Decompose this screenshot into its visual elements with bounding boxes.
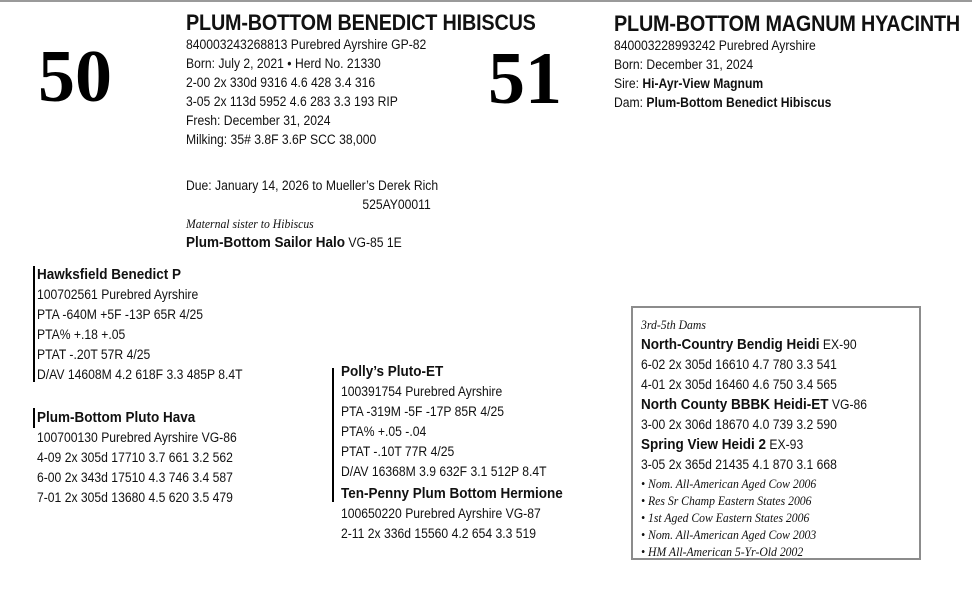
pedigree-dam-line: 7-01 2x 305d 13680 4.5 620 3.5 479 (37, 490, 233, 505)
lot-51-number: 51 (488, 38, 562, 120)
lot-50-born: Born: July 2, 2021 • Herd No. 21330 (186, 56, 381, 71)
dam5-record: 3-05 2x 365d 21435 4.1 870 3.1 668 (641, 457, 837, 472)
pedigree-sire-line: 100702561 Purebred Ayrshire (37, 287, 199, 302)
honor-item: • Nom. All-American Aged Cow 2003 (641, 527, 817, 542)
dam5-name: Spring View Heidi 2 (641, 436, 767, 453)
lot-50-due: Due: January 14, 2026 to Mueller’s Derek Rich (186, 178, 439, 193)
pedigree-sire (37, 265, 243, 385)
honor-item: • HM All-American 5-Yr-Old 2002 (641, 544, 804, 559)
pedigree-mgd (341, 484, 563, 544)
pedigree-mgs-line: D/AV 16368M 3.9 632F 3.1 512P 8.4T (341, 464, 547, 479)
pedigree-sire-line: PTA% +.18 +.05 (37, 327, 126, 342)
pedigree-dam (37, 408, 237, 508)
pedigree-dam-bar (33, 408, 35, 428)
maternal-note: Maternal sister to Hibiscus (186, 216, 314, 231)
dam3-name: North-Country Bendig Heidi (641, 336, 820, 353)
lot-50-milking: Milking: 35# 3.8F 3.6P SCC 38,000 (186, 132, 377, 147)
lot-50-reg: 840003243268813 Purebred Ayrshire GP-82 (186, 37, 427, 52)
pedigree-mgs-name: Polly’s Pluto-ET (341, 363, 444, 380)
lot-50-fresh: Fresh: December 31, 2024 (186, 113, 331, 128)
lot-50-block (186, 11, 536, 149)
lot-50-number: 50 (38, 36, 112, 118)
lot-50-record-1: 2-00 2x 330d 9316 4.6 428 3.4 316 (186, 75, 376, 90)
lot-51-block (614, 12, 960, 112)
pedigree-dam-line: 100700130 Purebred Ayrshire VG-86 (37, 430, 237, 445)
dam4-record: 3-00 2x 306d 18670 4.0 739 3.2 590 (641, 417, 837, 432)
pedigree-sire-line: PTA -640M +5F -13P 65R 4/25 (37, 307, 204, 322)
pedigree-dam-name: Plum-Bottom Pluto Hava (37, 409, 196, 426)
dam4-name: North County BBBK Heidi-ET (641, 396, 829, 413)
pedigree-sire-name: Hawksfield Benedict P (37, 266, 182, 283)
dams-box-header: 3rd-5th Dams (641, 317, 706, 332)
pedigree-sire-line: PTAT -.20T 57R 4/25 (37, 347, 151, 362)
lot-50-due-code: 525AY00011 (362, 197, 431, 212)
top-rule (0, 0, 972, 2)
lot-51-dam-label: Dam: (614, 95, 647, 110)
dam4-score: VG-86 (831, 397, 868, 412)
lot-50-name: PLUM-BOTTOM BENEDICT HIBISCUS (186, 10, 536, 35)
lot-51-sire: Hi-Ayr-View Magnum (642, 76, 764, 91)
lot-50-due-block (186, 176, 439, 214)
lot-50-record-2: 3-05 2x 113d 5952 4.6 283 3.3 193 RIP (186, 94, 398, 109)
pedigree-mgs-line: PTA% +.05 -.04 (341, 424, 427, 439)
maternal-sister-block (186, 214, 402, 252)
honor-item: • Nom. All-American Aged Cow 2006 (641, 476, 817, 491)
lot-51-dam: Plum-Bottom Benedict Hibiscus (646, 95, 832, 110)
pedigree-mgs-bar (332, 368, 334, 502)
dam3-record: 6-02 2x 305d 16610 4.7 780 3.3 541 (641, 357, 837, 372)
dams-box (631, 306, 921, 560)
sister-name: Plum-Bottom Sailor Halo (186, 234, 346, 251)
pedigree-mgs-line: PTA -319M -5F -17P 85R 4/25 (341, 404, 504, 419)
pedigree-mgd-line: 2-11 2x 336d 15560 4.2 654 3.3 519 (341, 526, 537, 541)
pedigree-mgs-line: PTAT -.10T 77R 4/25 (341, 444, 455, 459)
pedigree-mgd-line: 100650220 Purebred Ayrshire VG-87 (341, 506, 541, 521)
sister-score: VG-85 1E (348, 235, 402, 250)
lot-51-name: PLUM-BOTTOM MAGNUM HYACINTH (614, 11, 961, 36)
pedigree-mgs (341, 362, 547, 482)
honor-item: • 1st Aged Cow Eastern States 2006 (641, 510, 810, 525)
dam3-score: EX-90 (822, 337, 857, 352)
pedigree-mgd-name: Ten-Penny Plum Bottom Hermione (341, 485, 563, 502)
pedigree-dam-line: 6-00 2x 343d 17510 4.3 746 3.4 587 (37, 470, 233, 485)
honor-item: • Res Sr Champ Eastern States 2006 (641, 493, 812, 508)
lot-51-sire-label: Sire: (614, 76, 643, 91)
pedigree-dam-line: 4-09 2x 305d 17710 3.7 661 3.2 562 (37, 450, 233, 465)
pedigree-sire-line: D/AV 14608M 4.2 618F 3.3 485P 8.4T (37, 367, 243, 382)
dam5-score: EX-93 (769, 437, 804, 452)
lot-51-born: Born: December 31, 2024 (614, 57, 754, 72)
pedigree-mgs-line: 100391754 Purebred Ayrshire (341, 384, 503, 399)
pedigree-sire-bar (33, 266, 35, 382)
lot-51-reg: 840003228993242 Purebred Ayrshire (614, 38, 816, 53)
dam3-record: 4-01 2x 305d 16460 4.6 750 3.4 565 (641, 377, 837, 392)
